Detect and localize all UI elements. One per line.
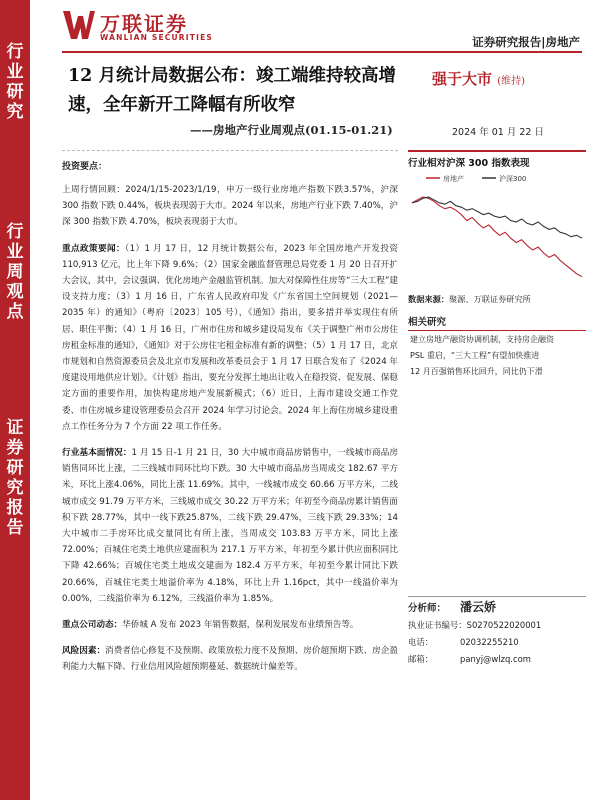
rating: [432, 68, 525, 89]
side-label-char: 券: [6, 438, 24, 458]
side-label-char: 报: [6, 498, 24, 518]
chart-source-label: 数据来源：: [408, 294, 449, 304]
report-type: 证券研究报告|房地产: [472, 35, 580, 49]
side-label-char: 究: [6, 102, 24, 122]
side-label-char: 周: [6, 262, 24, 282]
analyst-info: [408, 596, 586, 668]
side-label-securities-report: [0, 418, 30, 538]
analyst-email-row: [408, 651, 586, 668]
side-label-char: 究: [6, 478, 24, 498]
paragraph-text: 1 月 15 日-1 月 21 日，30 大中城市商品房销售中，一线城市商品房销售同环比上涨，二三线城市同环比均下跌。30 大中城市商品房当周成交 182.67 平方米，环比上涨4.06%，同比上涨 11.69%。其中，一线城市成交 60.66 万平方米，二线城市成交 91.79 万平方米，三线城市成交 30.22 万平方米；年初至今商品房累计销售面积下跌 28.77%，其中一线下跌25.87%，二线下跌 29.47%，三线下跌 29.33%；14 大中城市二手房环比成交量同比有所上涨，当周成交 103.83 万平方米，同比上涨 72.00%；百城住宅类土地供应建面积为 217.1 万平方米，年初至今累计供应面积同比下降 42.66%；百城住宅类土地成交建面为 182.4 万平方米，年初至今累计同比下跌 20.66%，百城住宅类土地溢价率为 4.18%，环比上升 1.16pct，其中一线溢价率为 0.00%，二线溢价率为 6.12%，三线溢价率为 1.85%。: [62, 448, 398, 604]
paragraph-market-review: [62, 182, 398, 231]
paragraph-label: 风险因素：: [62, 646, 106, 657]
investment-points-heading: 投资要点：: [62, 162, 108, 172]
rating-note: (维持): [497, 76, 526, 87]
paragraph-label: 行业基本面情况：: [62, 448, 132, 459]
side-label-industry-research: [0, 42, 30, 122]
analyst-phone: 02032255210: [460, 637, 519, 647]
side-label-char: 行: [6, 222, 24, 242]
paragraph-text: 华侨城 A 发布 2023 年销售数据，保利发展发布业绩预告等。: [122, 620, 359, 631]
side-label-char: 业: [6, 62, 24, 82]
related-research-item[interactable]: 12 月百强销售环比回升，同比仍下滑: [410, 367, 543, 376]
related-research-item[interactable]: 建立房地产融资协调机制，支持房企融资: [410, 335, 554, 344]
analyst-email[interactable]: panyj@wlzq.com: [460, 654, 531, 664]
related-research-heading: 相关研究: [408, 314, 586, 331]
side-label-char: 告: [6, 518, 24, 538]
side-label-weekly-view: [0, 222, 30, 322]
paragraph-risk-factors: [62, 643, 398, 675]
side-label-char: 行: [6, 42, 24, 62]
paragraph-label: 重点公司动态：: [62, 620, 123, 631]
paragraph-text: （1）1 月 17 日，12 月统计数据公布，2023 年全国房地产开发投资 110,913 亿元，比上年下降 9.6%；（2）国家金融监督管理总局党委 1 月 20 日召开扩大会议，其中，会议强调、优化房地产金融监管机制。加大对保障性住房等“三大工程”建设支持力度；（3）1 月 16 日，广东省人民政府印发《广东省国土空间规划（2021—2035 年）的通知》（粤府〔2023〕105 号），《通知》指出，要多措并举实现住有所居、职住平衡；（4）1 月 16 日，广州市住房和城乡建设局发布《关于调整广州市公房住房租金标准的通知》，《通知》对于公房住宅租金标准有新的调整；（5）1 月 17 日，北京市规划和自然资源委员会及北京市发展和改革委员会于 1 月 17 日联合发布了《2024 年度建设用地供应计划》。《计划》指出，要充分发挥土地出让收入在稳投资、促发展、保稳定方面的重要作用，加快构建房地产发展新模式；（6）近日，上海市建设交通工作党委、市住房城乡建设管理委员会召开 2024 年学习讨论会。2024 年上海住房城乡建设重点工作任务分为 7 个方面 22 项工作任务。: [62, 243, 398, 432]
report-title: 12 月统计局数据公布：竣工端维持较高增速，全年新开工降幅有所收窄: [68, 66, 396, 115]
main-content: [62, 150, 398, 790]
side-label-char: 研: [6, 458, 24, 478]
related-research-list: [410, 332, 586, 380]
legend-label: 房地产: [443, 175, 464, 183]
logo-chinese-name: 万联证券: [100, 12, 188, 36]
chart-source: [408, 294, 531, 305]
paragraph-label: 重点政策要闻：: [62, 243, 125, 254]
chart-heading: 行业相对沪深 300 指数表现: [408, 150, 586, 169]
paragraph-policy-news: [62, 241, 398, 435]
rating-label: 强于大市: [432, 70, 493, 88]
series-line-房地产: [412, 197, 582, 277]
analyst-name-row: [408, 599, 586, 617]
analyst-name: 潘云娇: [460, 600, 497, 614]
side-label-char: 证: [6, 418, 24, 438]
related-research-item[interactable]: PSL 重启，“三大工程”有望加快推进: [410, 351, 540, 360]
analyst-email-label: 邮箱：: [408, 654, 434, 664]
legend-label: 沪深300: [499, 175, 527, 183]
paragraph-text: 消费者信心修复不及预期、政策放松力度不及预期、房价超预期下跌、房企盈利能力大幅下降、行业信用风险超预期蔓延、数据统计偏差等。: [62, 646, 398, 673]
analyst-cert: S0270522020001: [466, 620, 542, 630]
analyst-phone-label: 电话：: [408, 637, 434, 647]
company-logo: [62, 8, 232, 44]
analyst-name-label: 分析师：: [408, 603, 447, 614]
paragraph-text: 上周行情回顾：2024/1/15-2023/1/19，申万一级行业房地产指数下跌3.57%，沪深 300 指数下跌 0.44%，板块表现弱于大市。2024 年以来，房地产行业下跌 7.40%，沪深 300 指数下跌 4.70%，板块表现弱于大市。: [62, 185, 398, 228]
series-line-沪深300: [412, 197, 582, 238]
chart-source-text: 聚源、万联证券研究所: [448, 294, 531, 304]
paragraph-fundamentals: [62, 445, 398, 607]
analyst-cert-row: [408, 617, 586, 634]
analyst-phone-row: [408, 634, 586, 651]
header-divider: [62, 51, 582, 53]
analyst-cert-label: 执业证书编号：: [408, 620, 467, 630]
paragraph-company-news: [62, 617, 398, 633]
report-date: 2024 年 01 月 22 日: [452, 127, 544, 138]
logo-english-name: WANLIAN SECURITIES: [100, 33, 213, 42]
performance-chart: [408, 170, 586, 290]
side-label-char: 业: [6, 242, 24, 262]
side-label-char: 观: [6, 282, 24, 302]
logo-w-icon: [62, 8, 96, 42]
report-subtitle: ——房地产行业周观点(01.15-01.21): [190, 123, 393, 137]
side-label-char: 点: [6, 302, 24, 322]
side-label-char: 研: [6, 82, 24, 102]
